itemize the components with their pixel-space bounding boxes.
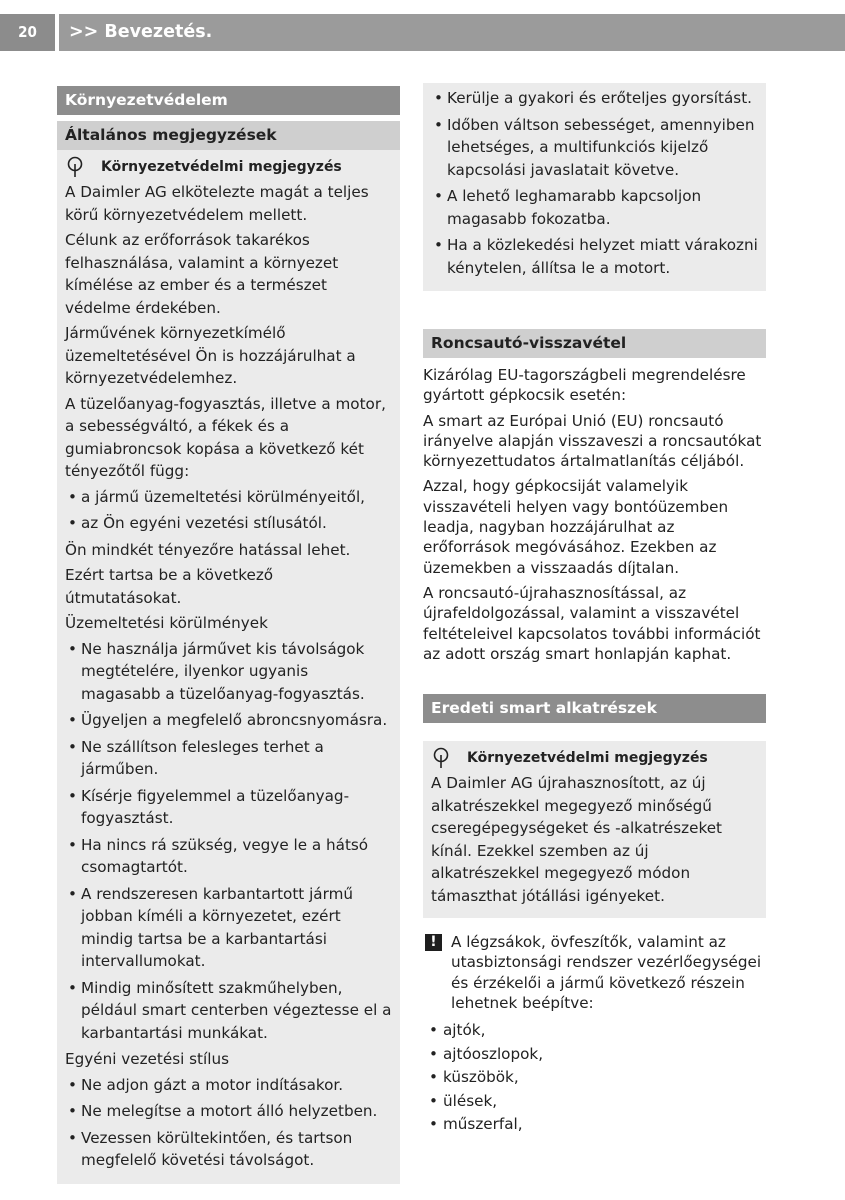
driving-style-list [65, 1074, 392, 1172]
list-item: • műszerfal, [423, 1113, 766, 1137]
list-item: • ajtók, [423, 1019, 766, 1043]
warning-row [423, 932, 766, 1013]
left-column [57, 86, 400, 1184]
list-heading-driving-style: Egyéni vezetési stílus [65, 1050, 229, 1068]
list-item: • küszöbök, [423, 1066, 766, 1090]
list-item: • ülések, [423, 1090, 766, 1114]
list-item: • Mindig minősített szakműhelyben, például smart centerben végeztesse el a karbantartási munkákat. [65, 977, 392, 1045]
page-header [0, 14, 845, 51]
list-item: • Ne adjon gázt a motor indításakor. [65, 1074, 392, 1097]
installation-locations-list [423, 1019, 766, 1137]
paragraph: A tüzelőanyag-fogyasztás, illetve a motor, a sebességváltó, a fékek és a gumiabroncsok kopása a következő két tényezőtől függ: [65, 394, 386, 480]
section-title-original-parts: Eredeti smart alkatrészek [423, 694, 766, 723]
right-column [423, 83, 766, 1137]
environment-note-box [57, 150, 400, 1184]
note-title: Környezetvédelmi megjegyzés [101, 159, 342, 175]
recycling-text [423, 358, 766, 664]
airbag-warning [423, 932, 766, 1137]
chapter-title: >> Bevezetés. [69, 22, 213, 42]
paragraph: A Daimler AG újrahasznosított, az új alkatrészekkel megegyező minőségű cseregépegységeket és -alkatrészeket kínál. Ezekkel szemben az új alkatrészekkel megegyező módon támaszthat jótállási igényeket. [431, 774, 722, 905]
list-item: • Ne szállítson felesleges terhet a járműben. [65, 736, 392, 781]
list-item: • Időben váltson sebességet, amennyiben lehetséges, a multifunkciós kijelző kapcsolási javaslatait követve. [431, 114, 758, 182]
paragraph: Célunk az erőforrások takarékos felhasználása, valamint a környezet kímélése az ember és a természet védelme érdekében. [65, 231, 339, 317]
subsection-title-general-notes: Általános megjegyzések [57, 121, 400, 150]
list-item: • az Ön egyéni vezetési stílusától. [65, 512, 392, 535]
list-item: • A lehető leghamarabb kapcsoljon magasabb fokozatba. [431, 185, 758, 230]
paragraph: A Daimler AG elkötelezte magát a teljes körű környezetvédelem mellett. [65, 183, 369, 224]
list-item: • ajtóoszlopok, [423, 1043, 766, 1067]
warning-text: A légzsákok, övfeszítők, valamint az utasbiztonsági rendszer vezérlőegységei és érzékelői a jármű következő részein lehetnek beépítve: [451, 933, 762, 1013]
list-heading-conditions: Üzemeltetési körülmények [65, 614, 268, 632]
section-title-environment: Környezetvédelem [57, 86, 400, 115]
paragraph: A smart az Európai Unió (EU) roncsautó irányelve alapján visszaveszi a roncsautókat környezettudatos ártalmatlanítás céljából. [423, 411, 762, 471]
list-item: • Kerülje a gyakori és erőteljes gyorsítást. [431, 87, 758, 110]
list-item: • Ha nincs rá szükség, vegye le a hátsó csomagtartót. [65, 834, 392, 879]
list-item: • a jármű üzemeltetési körülményeitől, [65, 486, 392, 509]
parts-note-heading [431, 746, 758, 770]
paragraph: Ezért tartsa be a következő útmutatásokat. [65, 566, 274, 607]
list-item: • A rendszeresen karbantartott jármű jobban kíméli a környezetet, ezért mindig tartsa be a karbantartási intervallumokat. [65, 883, 392, 973]
list-item: • Ügyeljen a megfelelő abroncsnyomásra. [65, 709, 392, 732]
leaf-icon [431, 747, 453, 769]
list-item: • Ha a közlekedési helyzet miatt várakozni kénytelen, állítsa le a motort. [431, 234, 758, 279]
paragraph: Ön mindkét tényezőre hatással lehet. [65, 540, 351, 559]
warning-icon: ! [425, 934, 442, 951]
factor-list [65, 486, 392, 535]
leaf-icon [65, 156, 87, 178]
list-item: • Kísérje figyelemmel a tüzelőanyag-fogyasztást. [65, 785, 392, 830]
list-item: • Ne melegítse a motort álló helyzetben. [65, 1100, 392, 1123]
parts-note-box [423, 741, 766, 918]
list-item: • Vezessen körültekintően, és tartson megfelelő követési távolságot. [65, 1127, 392, 1172]
driving-tips-box [423, 83, 766, 291]
paragraph: Azzal, hogy gépkocsiját valamelyik visszavételi helyen vagy bontóüzemben leadja, nagyban hozzájárulhat az erőforrások megóvásához. Ezekben az üzemekben a visszaadás díjtalan. [423, 477, 729, 577]
paragraph: A roncsautó-újrahasznosítással, az újrafeldolgozással, valamint a visszavétel feltételeivel kapcsolatos további információt az adott ország smart honlapján kaphat. [423, 583, 761, 663]
section-title-recycling: Roncsautó-visszavétel [423, 329, 766, 358]
driving-tips-list [431, 87, 758, 279]
header-divider [55, 14, 59, 51]
paragraph: Járművének környezetkímélő üzemeltetésével Ön is hozzájárulhat a környezetvédelemhez. [65, 324, 356, 387]
conditions-list [65, 638, 392, 1045]
list-item: • Ne használja járművet kis távolságok megtételére, ilyenkor ugyanis magasabb a tüzelőanyag-fogyasztás. [65, 638, 392, 706]
paragraph: Kizárólag EU-tagországbeli megrendelésre gyártott gépkocsik esetén: [423, 366, 746, 405]
note-title: Környezetvédelmi megjegyzés [467, 750, 708, 767]
page-number: 20 [0, 14, 55, 51]
environment-note-heading [65, 155, 392, 179]
